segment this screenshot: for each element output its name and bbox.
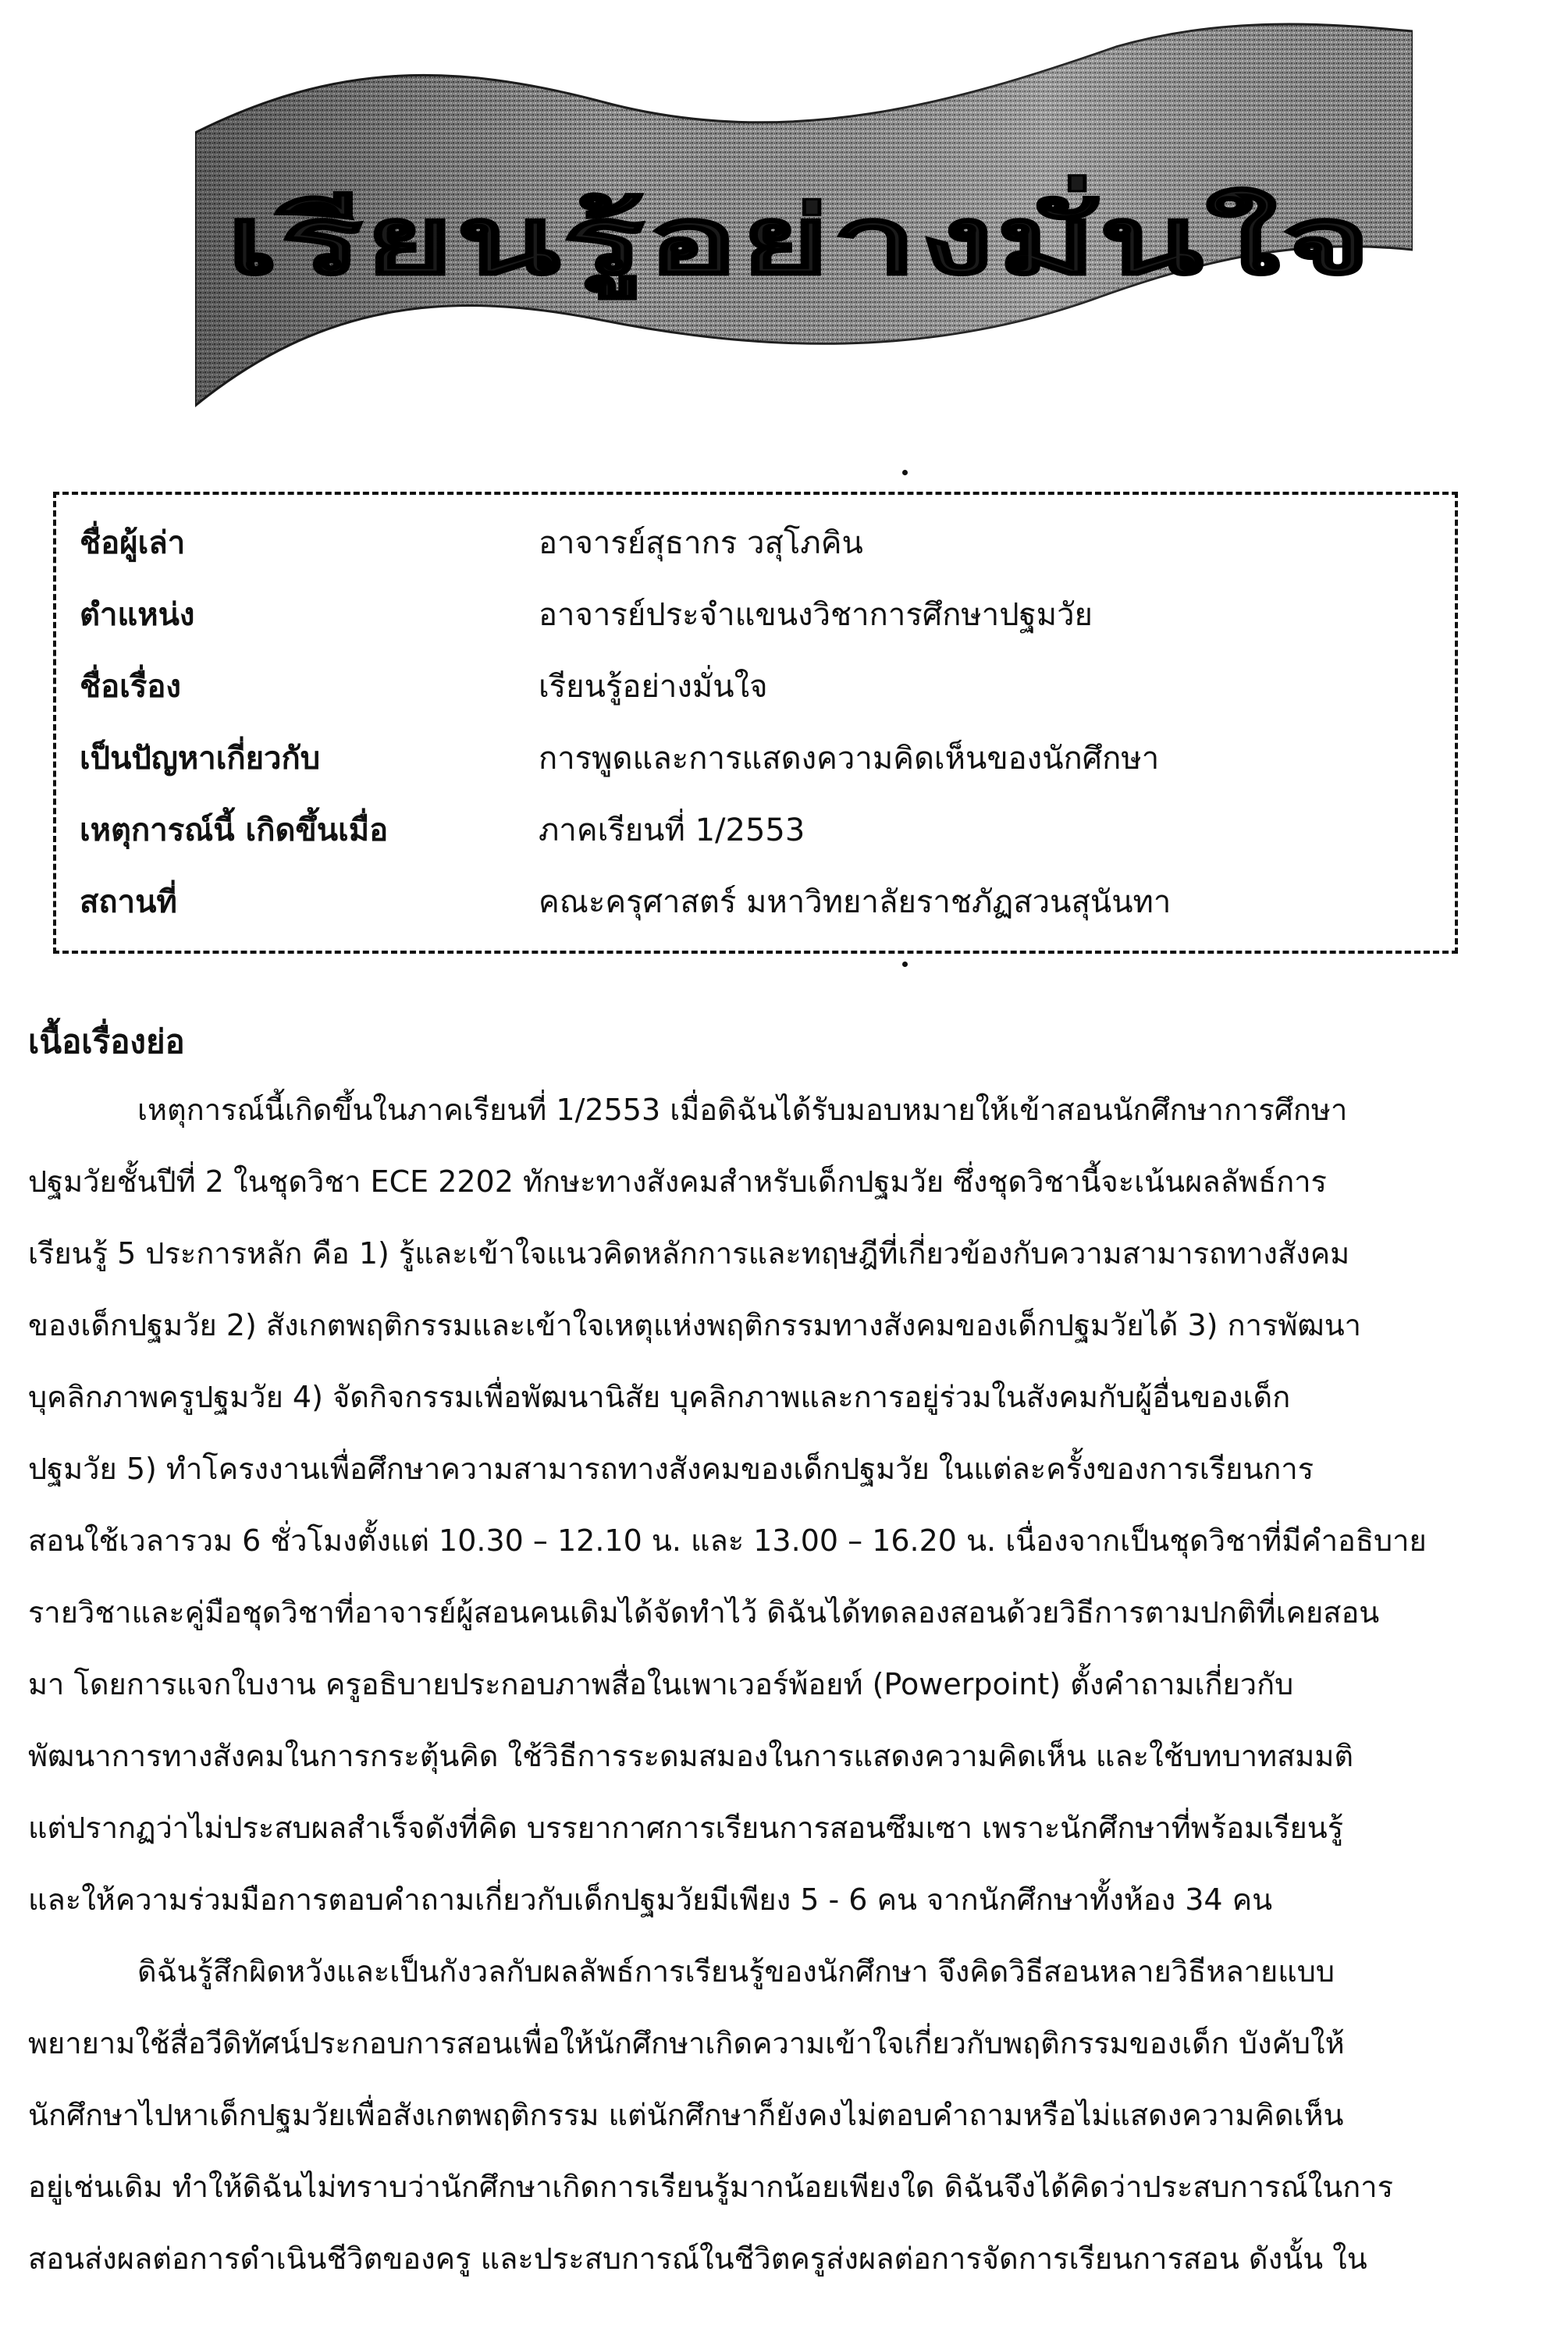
info-row-place [80, 866, 1438, 938]
info-row-problem [80, 723, 1438, 795]
paragraph-line: เหตุการณ์นี้เกิดขึ้นในภาคเรียนที่ 1/2553 เมื่อดิฉันได้รับมอบหมายให้เข้าสอนนักศึกษาการศึกษา [137, 1093, 1348, 1127]
info-row-narrator [80, 507, 1438, 579]
info-row-date [80, 795, 1438, 866]
paragraph-line: นักศึกษาไปหาเด็กปฐมวัยเพื่อสังเกตพฤติกรรม แต่นักศึกษาก็ยังคงไม่ตอบคำถามหรือไม่แสดงความคิดเห็น [28, 2098, 1344, 2132]
ribbon-graphic [195, 16, 1413, 421]
info-label: เหตุการณ์นี้ เกิดขึ้นเมื่อ [80, 812, 389, 848]
info-value: คณะครุศาสตร์ มหาวิทยาลัยราชภัฏสวนสุนันทา [539, 884, 1172, 920]
paragraph-line: ของเด็กปฐมวัย 2) สังเกตพฤติกรรมและเข้าใจเหตุแห่งพฤติกรรมทางสังคมของเด็กปฐมวัยได้ 3) การพัฒนา [28, 1308, 1362, 1342]
info-row-title [80, 651, 1438, 723]
paragraph-line: พัฒนาการทางสังคมในการกระตุ้นคิด ใช้วิธีการระดมสมองในการแสดงความคิดเห็น และใช้บทบาทสมมติ [28, 1739, 1354, 1773]
info-row-position [80, 579, 1438, 651]
paragraph-line: อยู่เช่นเดิม ทำให้ดิฉันไม่ทราบว่านักศึกษาเกิดการเรียนรู้มากน้อยเพียงใด ดิฉันจึงได้คิดว่าประสบการณ์ในการ [28, 2170, 1394, 2204]
paragraph-line: ดิฉันรู้สึกผิดหวังและเป็นกังวลกับผลลัพธ์การเรียนรู้ของนักศึกษา จึงคิดวิธีสอนหลายวิธีหลายแบบ [137, 1954, 1335, 1989]
paragraph-line: บุคลิกภาพครูปฐมวัย 4) จัดกิจกรรมเพื่อพัฒนานิสัย บุคลิกภาพและการอยู่ร่วมในสังคมกับผู้อื่นของเด็ก [28, 1380, 1291, 1414]
stray-dot [902, 470, 908, 475]
info-label: สถานที่ [80, 884, 177, 920]
paragraph-line: แต่ปรากฏว่าไม่ประสบผลสำเร็จดังที่คิด บรรยากาศการเรียนการสอนซึมเซา เพราะนักศึกษาที่พร้อมเรียนรู้ [28, 1811, 1344, 1845]
banner-title: เรียนรู้อย่างมั่นใจ [226, 187, 934, 296]
paragraph-line: ปฐมวัย 5) ทำโครงงานเพื่อศึกษาความสามารถทางสังคมของเด็กปฐมวัย ในแต่ละครั้งของการเรียนการ [28, 1452, 1314, 1486]
info-value: ภาคเรียนที่ 1/2553 [539, 812, 805, 848]
paragraph-line: ปฐมวัยชั้นปีที่ 2 ในชุดวิชา ECE 2202 ทักษะทางสังคมสำหรับเด็กปฐมวัย ซึ่งชุดวิชานี้จะเน้นผลลัพธ์การ [28, 1164, 1327, 1199]
paragraph-line: มา โดยการแจกใบงาน ครูอธิบายประกอบภาพสื่อในเพาเวอร์พ้อยท์ (Powerpoint) ตั้งคำถามเกี่ยวกับ [28, 1667, 1294, 1701]
info-label: เป็นปัญหาเกี่ยวกับ [80, 741, 321, 777]
info-label: ชื่อผู้เล่า [80, 525, 186, 561]
section-heading: เนื้อเรื่องย่อ [28, 1022, 185, 1061]
info-value: อาจารย์ประจำแขนงวิชาการศึกษาปฐมวัย [539, 597, 1093, 633]
stray-dot [902, 962, 908, 967]
paragraph-line: และให้ความร่วมมือการตอบคำถามเกี่ยวกับเด็กปฐมวัยมีเพียง 5 - 6 คน จากนักศึกษาทั้งห้อง 34 คน [28, 1882, 1273, 1917]
info-label: ตำแหน่ง [80, 597, 195, 633]
info-value: การพูดและการแสดงความคิดเห็นของนักศึกษา [539, 741, 1160, 777]
paragraph-line: สอนส่งผลต่อการดำเนินชีวิตของครู และประสบการณ์ในชีวิตครูส่งผลต่อการจัดการเรียนการสอน ดังนั้น ใน [28, 2241, 1367, 2276]
paragraph-line: เรียนรู้ 5 ประการหลัก คือ 1) รู้และเข้าใจแนวคิดหลักการและทฤษฎีที่เกี่ยวข้องกับความสามารถทางสังคม [28, 1236, 1350, 1271]
paragraph-line: สอนใช้เวลารวม 6 ชั่วโมงตั้งแต่ 10.30 – 12.10 น. และ 13.00 – 16.20 น. เนื่องจากเป็นชุดวิชาที่มีคำอธิบาย [28, 1523, 1427, 1558]
paragraph-line: รายวิชาและคู่มือชุดวิชาที่อาจารย์ผู้สอนคนเดิมได้จัดทำไว้ ดิฉันได้ทดลองสอนด้วยวิธีการตามปกติที่เคยสอน [28, 1595, 1380, 1630]
title-banner [195, 16, 1413, 421]
info-label: ชื่อเรื่อง [80, 669, 181, 705]
info-value: เรียนรู้อย่างมั่นใจ [539, 669, 768, 705]
story-info-box [53, 492, 1458, 954]
info-value: อาจารย์สุธากร วสุโภคิน [539, 525, 863, 561]
paragraph-line: พยายามใช้สื่อวีดิทัศน์ประกอบการสอนเพื่อให้นักศึกษาเกิดความเข้าใจเกี่ยวกับพฤติกรรมของเด็ก บังคับให้ [28, 2026, 1345, 2060]
